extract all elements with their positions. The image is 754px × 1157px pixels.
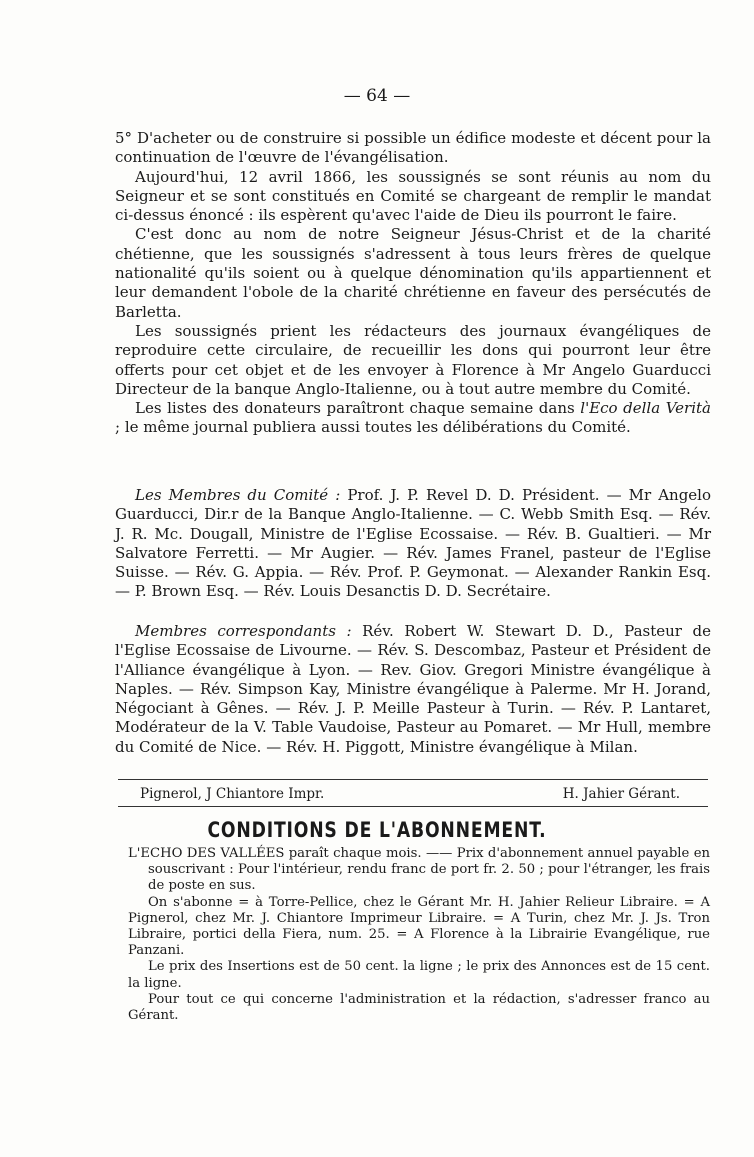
page-number: — 64 — — [343, 86, 411, 106]
paragraph-editors-request: Les soussignés prient les rédacteurs des journaux évangéliques de reproduire cette circulaire, de recueillir les dons qui pourront leur être offerts pour cet objet et de les envoyer à Florence à Mr Angelo Guarducci Directeur de la banque Anglo-Italienne, ou à tout autre membre du Comité. — [115, 321, 711, 398]
conditions-title: CONDITIONS DE L'ABONNEMENT. — [207, 818, 547, 842]
committee-label: Les Membres du Comité : — [135, 486, 341, 504]
paragraph-item-5: 5° D'acheter ou de construire si possible un édifice modeste et décent pour la continuation de l'œuvre de l'évangélisation. — [115, 129, 711, 167]
subscription-conditions — [128, 846, 710, 1024]
donor-lists-text: Les listes des donateurs paraîtront chaque semaine dans — [135, 399, 581, 418]
conditions-price: L'ECHO DES VALLÉES paraît chaque mois. —— Prix d'abonnement annuel payable en souscrivant : Pour l'intérieur, rendu franc de port fr. 2. 50 ; pour l'étranger, les frais de poste en sus. — [128, 846, 710, 894]
committee-text: Prof. J. P. Revel D. D. Président. — Mr Angelo Guarducci, Dir.r de la Banque Anglo-Italienne. — C. Webb Smith Esq. — Rév. J. R. Mc. Dougall, Ministre de l'Eglise Ecossaise. — Rév. B. Gualtieri. — Mr Salvatore Ferretti. — Mr Augier. — Rév. James Franel, pasteur de l'Eglise Suisse. — Rév. G. Appia. — Rév. Prof. P. Geymonat. — Alexander Rankin Esq. — P. Brown Esq. — Rév. Louis Desanctis D. D. Secrétaire. — [115, 486, 711, 601]
printer-credit: Pignerol, J Chiantore Impr. — [140, 786, 325, 802]
journal-title: l'Eco della Verità — [580, 399, 711, 418]
corresponding-members — [115, 622, 711, 757]
donor-lists-text-end: ; le même journal publiera aussi toutes les délibérations du Comité. — [115, 418, 631, 437]
committee-paragraph — [115, 486, 711, 602]
correspondents-label: Membres correspondants : — [135, 622, 352, 640]
conditions-where-subscribe: On s'abonne = à Torre-Pellice, chez le Gérant Mr. H. Jahier Relieur Libraire. = A Pignerol, chez Mr. J. Chiantore Imprimeur Libraire. = A Turin, chez Mr. J. Js. Tron Libraire, portici della Fiera, num. 25. = A Florence à la Librairie Evangélique, rue Panzani. — [128, 894, 710, 959]
committee-members — [115, 486, 711, 602]
manager-credit: H. Jahier Gérant. — [562, 786, 680, 802]
correspondents-paragraph — [115, 622, 711, 757]
paragraph-donor-lists — [115, 399, 711, 438]
paragraph-committee-formed: Aujourd'hui, 12 avril 1866, les soussignés se sont réunis au nom du Seigneur et se sont constitués en Comité se chargeant de remplir le mandat ci-dessus énoncé : ils espèrent qu'avec l'aide de Dieu ils pourront le faire. — [115, 167, 711, 225]
conditions-contact: Pour tout ce qui concerne l'administration et la rédaction, s'adresser franco au Gérant. — [128, 991, 710, 1024]
divider-top — [118, 779, 708, 780]
correspondents-text: Rév. Robert W. Stewart D. D., Pasteur de l'Eglise Ecossaise de Livourne. — Rév. S. Descombaz, Pasteur et Président de l'Alliance évangélique à Lyon. — Rev. Giov. Gregori Ministre évangélique à Naples. — Rév. Simpson Kay, Ministre évangélique à Palerme. Mr H. Jorand, Négociant à Gênes. — Rév. J. P. Meille Pasteur à Turin. — Rév. P. Lantaret, Modérateur de la V. Table Vaudoise, Pasteur au Pomaret. — Mr Hull, membre du Comité de Nice. — Rév. H. Piggott, Ministre évangélique à Milan. — [115, 622, 711, 756]
body-text — [115, 129, 711, 438]
paragraph-appeal: C'est donc au nom de notre Seigneur Jésus-Christ et de la charité chétienne, que les soussignés s'adressent à tous leurs frères de quelque nationalité qu'ils soient ou à quelque dénomination qu'ils appartiennent et leur demandent l'obole de la charité chrétienne en faveur des persécutés de Barletta. — [115, 225, 711, 321]
conditions-insertions: Le prix des Insertions est de 50 cent. la ligne ; le prix des Annonces est de 15 cent. la ligne. — [128, 959, 710, 991]
divider-bottom — [118, 806, 708, 807]
